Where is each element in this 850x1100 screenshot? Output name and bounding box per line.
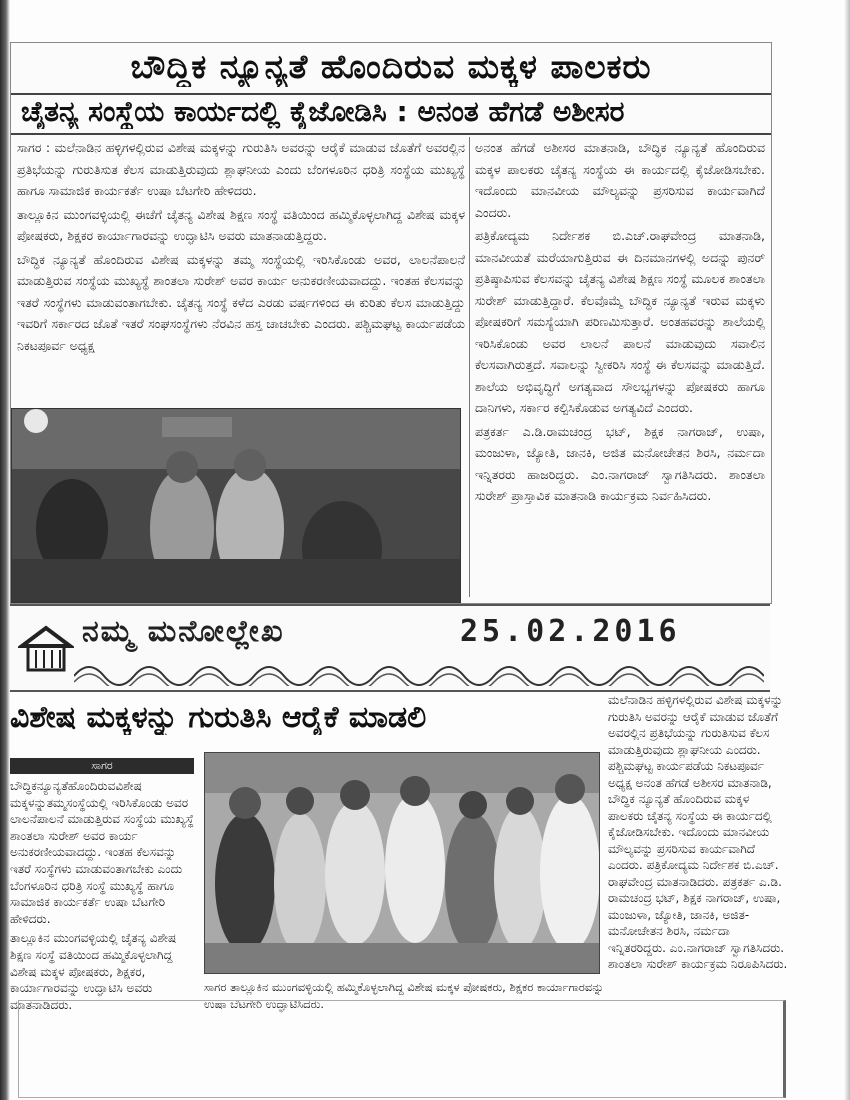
empty-clipping-frame (18, 1000, 786, 1098)
dateline-tag: ಸಾಗರ (10, 758, 194, 774)
clipping-1 (10, 42, 772, 604)
clipping-1-left-column (17, 137, 465, 405)
paragraph: ಮಲೆನಾಡಿನ ಹಳ್ಳಿಗಳಲ್ಲಿರುವ ವಿಶೇಷ ಮಕ್ಕಳನ್ನು ಗುರುತಿಸಿ ಅವರನ್ನು ಆರೈಕೆ ಮಾಡುವ ಜೊತೆಗೆ ಅವರಲ್ಲಿನ ಪ್ರತಿಭೆಯನ್ನು ಗುರುತಿಸುವ ಕೆಲಸ ಮಾಡುತ್ತಿರುವುದು ಶ್ಲಾಘನೀಯ ಎಂದರು. ಪಶ್ಚಿಮಘಟ್ಟ ಕಾರ್ಯಪಡೆಯ ನಿಕಟಪೂರ್ವ ಅಧ್ಯಕ್ಷ ಅನಂತ ಹೆಗಡೆ ಅಶೀಸರ ಮಾತನಾಡಿ, ಬೌದ್ಧಿಕ ನ್ಯೂನ್ಯತೆ ಹೊಂದಿರುವ ಮಕ್ಕಳ ಪಾಲಕರು ಚೈತನ್ಯ ಸಂಸ್ಥೆಯ ಈ ಕಾರ್ಯದಲ್ಲಿ ಕೈಜೋಡಿಸಬೇಕು. ಇದೊಂದು ಮಾನವೀಯ ಮೌಲ್ಯವನ್ನು ಪ್ರಸರಿಸುವ ಕಾರ್ಯವಾಗಿದೆ ಎಂದರು. ಪತ್ರಿಕೋದ್ಯಮ ನಿರ್ದೇಶಕ ಬಿ.ಎಚ್. ರಾಘವೇಂದ್ರ ಮಾತನಾಡಿದರು. ಪತ್ರಕರ್ತ ಎ.ಡಿ. ರಾಮಚಂದ್ರ ಭಟ್, ಶಿಕ್ಷಕ ನಾಗರಾಜ್, ಉಷಾ, ಮಂಜುಳಾ, ಜ್ಯೋತಿ, ಜಾನಕಿ, ಅಜಿತ-ಮನೋಚೇತನ ಶಿರಸಿ, ನರ್ಮದಾ ಇನ್ನಿತರರಿದ್ದರು. ಎಂ.ನಾಗರಾಜ್ ಸ್ವಾಗತಿಸಿದರು. ಶಾಂತಲಾ ಸುರೇಶ್ ಕಾರ್ಯಕ್ರಮ ನಿರೂಪಿಸಿದರು. (608, 693, 788, 971)
paragraph: ಸಾಗರ : ಮಲೆನಾಡಿನ ಹಳ್ಳಿಗಳಲ್ಲಿರುವ ವಿಶೇಷ ಮಕ್ಕಳನ್ನು ಗುರುತಿಸಿ ಅವರನ್ನು ಆರೈಕೆ ಮಾಡುವ ಜೊತೆಗೆ ಅವರಲ್ಲಿನ ಪ್ರತಿಭೆಯನ್ನು ಗುರುತಿಸುತ ಕೆಲಸ ಮಾಡುತ್ತಿರುವುದು ಶ್ಲಾಘನೀಯ ಎಂದು ಬೆಂಗಳೂರಿನ ಧರಿತ್ರಿ ಸಂಸ್ಥೆಯ ಮುಖ್ಯಸ್ಥೆ ಹಾಗೂ ಸಾಮಾಜಿಕ ಕಾರ್ಯಕರ್ತೆ ಉಷಾ ಬೆಟಗೇರಿ ಹೇಳಿದರು. (17, 140, 465, 198)
paragraph: ಪತ್ರಕರ್ತ ಎ.ಡಿ.ರಾಮಚಂದ್ರ ಭಟ್, ಶಿಕ್ಷಕ ನಾಗರಾಜ್, ಉಷಾ, ಮಂಜುಳಾ, ಜ್ಯೋತಿ, ಜಾನಕಿ, ಅಜಿತ ಮನೋಚೇತನ ಶಿರಸಿ, ನರ್ಮದಾ ಇನ್ನಿತರರು ಹಾಜರಿದ್ದರು. ಎಂ.ನಾಗರಾಜ್ ಸ್ವಾಗತಿಸಿದರು. ಶಾಂತಲಾ ಸುರೇಶ್ ಪ್ರಾಸ್ತಾವಿಕ ಮಾತನಾಡಿ ಕಾರ್ಯಕ್ರಮ ನಿರ್ವಹಿಸಿದರು. (475, 423, 765, 503)
clipping-1-subheadline: ಚೈತನ್ಯ ಸಂಸ್ಥೆಯ ಕಾರ್ಯದಲ್ಲಿ ಕೈಜೋಡಿಸಿ : ಅನಂತ ಹೆಗಡೆ ಅಶೀಸರ (21, 95, 625, 128)
paragraph: ಬೌದ್ಧಿಕನ್ಯೂನ್ಯತೆಹೊಂದಿರುವವಿಶೇಷ ಮಕ್ಕಳನ್ನುತಮ್ಮಸಂಸ್ಥೆಯಲ್ಲಿ ಇರಿಸಿಕೊಂಡು ಅವರ ಲಾಲನೆಪಾಲನೆ ಮಾಡುತ್ತಿರುವ ಸಂಸ್ಥೆಯ ಮುಖ್ಯಸ್ಥೆ ಶಾಂತಲಾ ಸುರೇಶ್ ಅವರ ಕಾರ್ಯ ಅನುಕರಣೀಯವಾದದ್ದು. ಇಂತಹ ಕೆಲಸವನ್ನು ಇತರೆ ಸಂಸ್ಥೆಗಳು ಮಾಡುವಂತಾಗಬೇಕು ಎಂದು ಬೆಂಗಳೂರಿನ ಧರಿತ್ರಿ ಸಂಸ್ಥೆ ಮುಖ್ಯಸ್ಥೆ ಹಾಗೂ ಸಾಮಾಜಿಕ ಕಾರ್ಯಕರ್ತೆ ಉಷಾ ಬೆಟಗೇರಿ ಹೇಳಿದರು. (10, 779, 194, 926)
clipping-2-photo (204, 752, 600, 974)
scan-edge-right (844, 0, 850, 1100)
newspaper-name: ನಮ್ಮ ಮನೋಲ್ಲೇಖ (82, 614, 285, 649)
column-divider (469, 137, 470, 597)
publication-date: 25.02.2016 (460, 614, 681, 649)
paragraph: ಪತ್ರಿಕೋದ್ಯಮ ನಿರ್ದೇಶಕ ಬಿ.ಎಚ್.ರಾಘವೇಂದ್ರ ಮಾತನಾಡಿ, ಮಾನವೀಯತೆ ಮರೆಯಾಗುತ್ತಿರುವ ಈ ದಿನಮಾನಗಳಲ್ಲಿ ಅದನ್ನು ಪುನರ್ ಪ್ರತಿಷ್ಠಾಪಿಸುವ ಕೆಲಸವನ್ನು ಚೈತನ್ಯ ವಿಶೇಷ ಶಿಕ್ಷಣ ಸಂಸ್ಥೆ ಮೂಲಕ ಶಾಂತಲಾ ಸುರೇಶ್ ಮಾಡುತ್ತಿದ್ದಾರೆ. ಕೆಲವೊಮ್ಮೆ ಬೌದ್ಧಿಕ ನ್ಯೂನ್ಯತೆ ಇರುವ ಮಕ್ಕಳು ಪೋಷಕರಿಗೆ ಸಮಸ್ಯೆಯಾಗಿ ಪರಿಣಮಿಸುತ್ತಾರೆ. ಅಂತಹವರನ್ನು ಶಾಲೆಯಲ್ಲಿ ಇರಿಸಿಕೊಂಡು ಅವರ ಲಾಲನೆ ಪಾಲನೆ ಮಾಡುವುದು ಸವಾಲಿನ ಕೆಲಸವಾಗಿರುತ್ತದೆ. ಸವಾಲನ್ನು ಸ್ವೀಕರಿಸಿ ಸಂಸ್ಥೆ ಈ ಕೆಲಸವನ್ನು ಮಾಡುತ್ತಿದೆ. ಶಾಲೆಯ ಅಭಿವೃದ್ಧಿಗೆ ಅಗತ್ಯವಾದ ಸೌಲಭ್ಯಗಳನ್ನು ಪೋಷಕರು ಹಾಗೂ ದಾನಿಗಳು, ಸರ್ಕಾರ ಕಲ್ಪಿಸಿಕೊಡುವ ಅಗತ್ಯವಿದೆ ಎಂದರು. (475, 228, 765, 415)
paragraph: ಅನಂತ ಹೆಗಡೆ ಅಶೀಸರ ಮಾತನಾಡಿ, ಬೌದ್ಧಿಕ ನ್ಯೂನ್ಯತೆ ಹೊಂದಿರುವ ಮಕ್ಕಳ ಪಾಲಕರು ಚೈತನ್ಯ ಸಂಸ್ಥೆಯ ಈ ಕಾರ್ಯದಲ್ಲಿ ಕೈಜೋಡಿಸಬೇಕು. ಇದೊಂದು ಮಾನವೀಯ ಮೌಲ್ಯವನ್ನು ಪ್ರಸರಿಸುವ ಕಾರ್ಯವಾಗಿದೆ ಎಂದರು. (475, 140, 765, 220)
clipping-1-headline: ಬೌದ್ಧಿಕ ನ್ಯೂನ್ಯತೆ ಹೊಂದಿರುವ ಮಕ್ಕಳ ಪಾಲಕರು (130, 47, 652, 86)
clipping-1-photo (11, 408, 461, 603)
paragraph: ಬೌದ್ಧಿಕ ನ್ಯೂನ್ಯತೆ ಹೊಂದಿರುವ ವಿಶೇಷ ಮಕ್ಕಳನ್ನು ತಮ್ಮ ಸಂಸ್ಥೆಯಲ್ಲಿ ಇರಿಸಿಕೊಂಡು ಅವರ, ಲಾಲನೆಪಾಲನೆ ಮಾಡುತ್ತಿರುವ ಸಂಸ್ಥೆಯ ಮುಖ್ಯಸ್ಥೆ ಶಾಂತಲಾ ಸುರೇಶ್ ಅವರ ಕಾರ್ಯ ಅನುಕರಣೀಯವಾದದ್ದು. ಇಂತಹ ಕೆಲಸವನ್ನು ಇತರೆ ಸಂಸ್ಥೆಗಳು ಮಾಡುವಂತಾಗಬೇಕು. ಚೈತನ್ಯ ಸಂಸ್ಥೆ ಕಳೆದ ಎರಡು ವರ್ಷಗಳಿಂದ ಈ ಕುರಿತು ಕೆಲಸ ಮಾಡುತ್ತಿದ್ದು ಇವರಿಗೆ ಸರ್ಕಾರದ ಜೊತೆ ಇತರೆ ಸಂಘಸಂಸ್ಥೆಗಳು ನೆರವಿನ ಹಸ್ತ ಚಾಚಬೇಕು ಎಂದರು. ಪಶ್ಚಿಮಘಟ್ಟ ಕಾರ್ಯಪಡೆಯ ನಿಕಟಪೂರ್ವ ಅಧ್ಯಕ್ಷ (17, 251, 465, 353)
newspaper-masthead (10, 604, 770, 692)
house-logo-icon (18, 624, 74, 674)
clipping-2-right-column (608, 692, 788, 992)
event-photo-image (12, 409, 460, 602)
paragraph: ತಾಲ್ಲೂಕಿನ ಮುಂಗವಳ್ಳಿಯಲ್ಲಿ ಚೈತನ್ಯ ವಿಶೇಷ ಶಿಕ್ಷಣ ಸಂಸ್ಥೆ ವತಿಯಿಂದ ಹಮ್ಮಿಕೊಳ್ಳಲಾಗಿದ್ದ ವಿಶೇಷ ಮಕ್ಕಳ ಪೋಷಕರು, ಶಿಕ್ಷಕರ, ಕಾರ್ಯಾಗಾರವನ್ನು ಉದ್ಘಾಟಿಸಿ ಅವರು ಮಾತನಾಡಿದರು. (10, 931, 177, 1012)
clipping-2-left-column (10, 778, 200, 1018)
photo-caption: ಸಾಗರ ತಾಲ್ಲೂಕಿನ ಮುಂಗವಳ್ಳಿಯಲ್ಲಿ ಹಮ್ಮಿಕೊಳ್ಳಲಾಗಿದ್ದ ವಿಶೇಷ ಮಕ್ಕಳ ಪೋಷಕರು, ಶಿಕ್ಷಕರ ಕಾರ್ಯಾಗಾರವನ್ನು ಉಷಾ ಬೆಟಗೇರಿ ಉದ್ಘಾಟಿಸಿದರು. (204, 980, 604, 1011)
decorative-wave-pattern (74, 652, 764, 686)
event-photo-image (205, 753, 599, 973)
clipping-2-headline: ವಿಶೇಷ ಮಕ್ಕಳನ್ನು ಗುರುತಿಸಿ ಆರೈಕೆ ಮಾಡಲಿ (10, 700, 427, 735)
paragraph: ತಾಲ್ಲೂಕಿನ ಮುಂಗವಳ್ಳಿಯಲ್ಲಿ ಈಚೆಗೆ ಚೈತನ್ಯ ವಿಶೇಷ ಶಿಕ್ಷಣ ಸಂಸ್ಥೆ ವತಿಯಿಂದ ಹಮ್ಮಿಕೊಳ್ಳಲಾಗಿದ್ದ ವಿಶೇಷ ಮಕ್ಕಳ ಪೋಷಕರು, ಶಿಕ್ಷಕರ ಕಾರ್ಯಾಗಾರವನ್ನು ಉದ್ಘಾಟಿಸಿ ಅವರು ಮಾತನಾಡುತ್ತಿದ್ದರು. (17, 206, 465, 243)
clipping-1-right-column (475, 137, 765, 597)
subheadline-rule (11, 133, 771, 135)
